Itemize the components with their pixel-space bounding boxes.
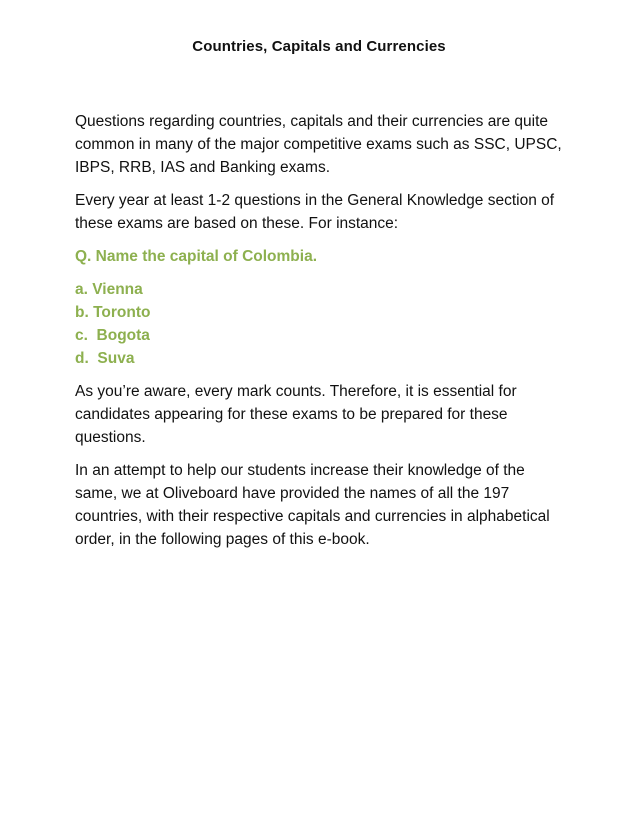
intro-paragraph: Every year at least 1-2 questions in the General Knowledge section of these exams are based on these. For instance:	[75, 192, 555, 232]
intro-paragraph: Questions regarding countries, capitals and their currencies are quite common in many of the major competitive exams such as SSC, UPSC, IBPS, RRB, IAS and Banking exams.	[75, 113, 562, 176]
answer-option: a. Vienna	[75, 281, 143, 298]
sample-question: Q. Name the capital of Colombia.	[75, 248, 318, 265]
answer-option: b. Toronto	[75, 304, 151, 321]
document-body	[75, 110, 565, 561]
document-title: Countries, Capitals and Currencies	[192, 38, 446, 55]
answer-option: c. Bogota	[75, 327, 150, 344]
answer-option: d. Suva	[75, 350, 135, 367]
outro-paragraph: As you’re aware, every mark counts. Therefore, it is essential for candidates appearing for these exams to be prepared for these questions.	[75, 383, 517, 446]
outro-paragraph: In an attempt to help our students increase their knowledge of the same, we at Oliveboard have provided the names of all the 197 countries, with their respective capitals and currencies in alphabetical order, in the following pages of this e-book.	[75, 462, 550, 548]
answer-options	[75, 278, 565, 370]
